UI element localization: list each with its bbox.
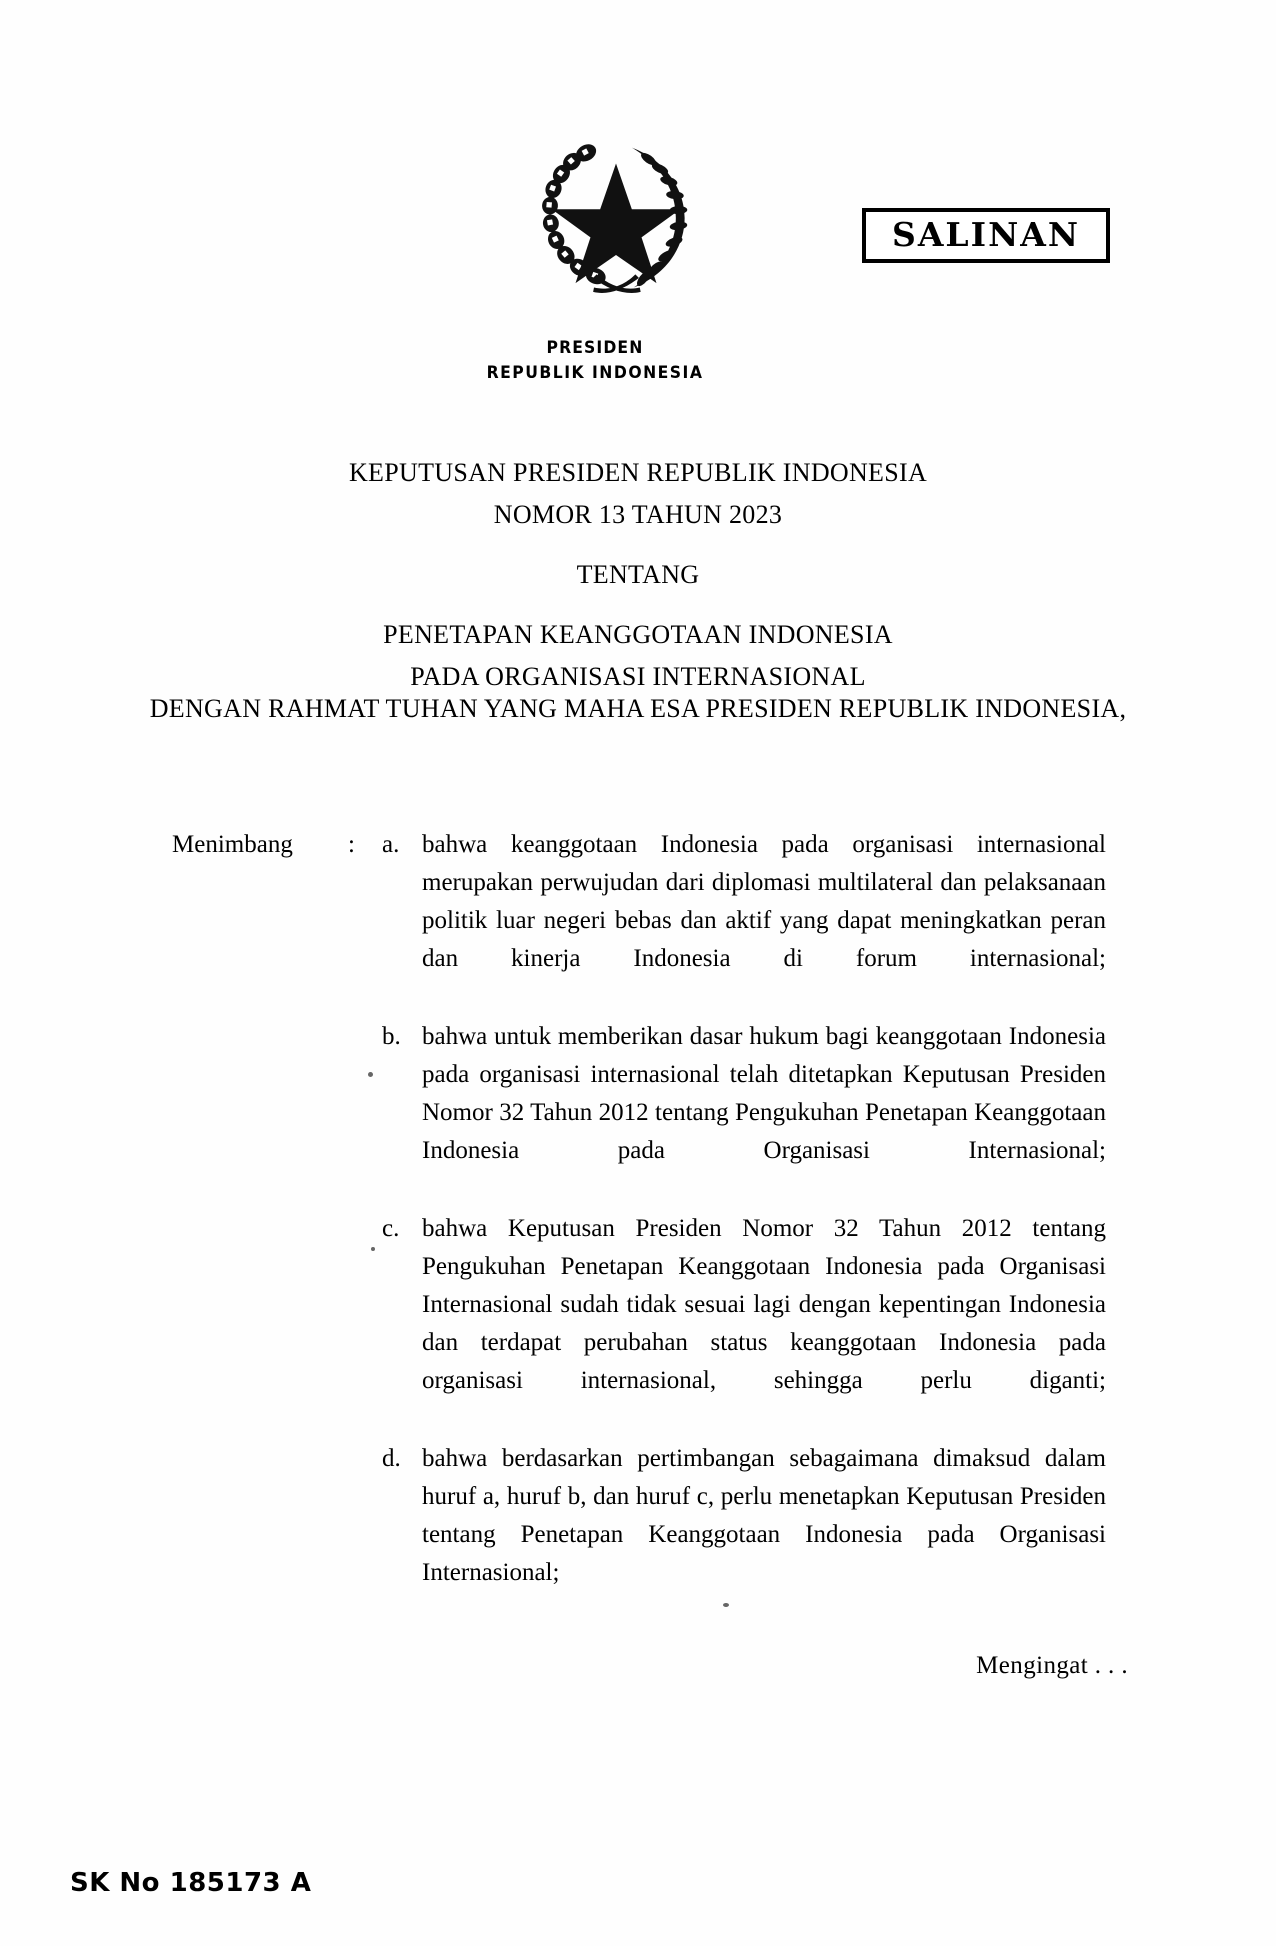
- clause-marker: b.: [382, 1023, 401, 1050]
- considering-section: [0, 826, 1276, 1632]
- considering-label: Menimbang: [172, 831, 293, 858]
- clause-item: [382, 1018, 1106, 1208]
- clause-marker: a.: [382, 831, 400, 858]
- subject-line2: PADA ORGANISASI INTERNASIONAL: [410, 662, 866, 692]
- document-number: NOMOR 13 TAHUN 2023: [493, 500, 783, 530]
- page-title: KEPUTUSAN PRESIDEN REPUBLIK INDONESIA: [348, 458, 928, 487]
- continuation-note: Mengingat . . .: [976, 1652, 1128, 1679]
- subject-line1: PENETAPAN KEANGGOTAAN INDONESIA: [383, 620, 893, 650]
- document-header: [0, 0, 1276, 420]
- considering-row: [0, 826, 1276, 1632]
- considering-colon: :: [348, 831, 355, 858]
- salinan-label: SALINAN: [892, 215, 1081, 254]
- scan-speck: [723, 1603, 729, 1607]
- clause-item: [382, 1210, 1106, 1438]
- considering-clause-list: [382, 826, 1106, 1632]
- indonesian-presidential-star-wreath-emblem-icon: [528, 130, 704, 306]
- oath-block: [0, 688, 1276, 730]
- salinan-stamp: [862, 208, 1110, 263]
- clause-marker: d.: [382, 1445, 401, 1472]
- clause-text: bahwa berdasarkan pertimbangan sebagaimana dimaksud dalam huruf a, huruf b, dan huruf c, perlu menetapkan Keputusan Presiden tentang Penetapan Keanggotaan Indonesia pada Organisasi Internasional;: [422, 1445, 1106, 1586]
- scan-speck: [371, 1247, 375, 1251]
- sk-number: SK No 185173 A: [70, 1868, 312, 1898]
- clause-item: [382, 1440, 1106, 1630]
- clause-text: bahwa keanggotaan Indonesia pada organisasi internasional merupakan perwujudan dari diplomasi multilateral dan pelaksanaan politik luar negeri bebas dan aktif yang dapat meningkatkan peran dan kinerja Indonesia di forum internasional;: [422, 831, 1106, 972]
- oath-line2: PRESIDEN REPUBLIK INDONESIA,: [705, 694, 1127, 723]
- document-title-block: [0, 452, 1276, 699]
- emblem-caption: [48, 336, 1143, 385]
- emblem-caption-line1: PRESIDEN: [546, 338, 644, 358]
- scan-speck: [368, 1072, 373, 1077]
- emblem-caption-line2: REPUBLIK INDONESIA: [486, 362, 704, 383]
- clause-marker: c.: [382, 1215, 400, 1242]
- oath-line1: DENGAN RAHMAT TUHAN YANG MAHA ESA: [149, 694, 699, 723]
- about-label: TENTANG: [576, 560, 700, 590]
- clause-text: bahwa untuk memberikan dasar hukum bagi keanggotaan Indonesia pada organisasi internasional telah ditetapkan Keputusan Presiden Nomor 32 Tahun 2012 tentang Pengukuhan Penetapan Keanggotaan Indonesia pada Organisasi Internasional;: [422, 1023, 1106, 1164]
- clause-text: bahwa Keputusan Presiden Nomor 32 Tahun 2012 tentang Pengukuhan Penetapan Keanggotaan Indonesia pada Organisasi Internasional sudah tidak sesuai lagi dengan kepentingan Indonesia dan terdapat perubahan status keanggotaan Indonesia pada organisasi internasional, sehingga perlu diganti;: [422, 1215, 1106, 1394]
- clause-item: [382, 826, 1106, 1016]
